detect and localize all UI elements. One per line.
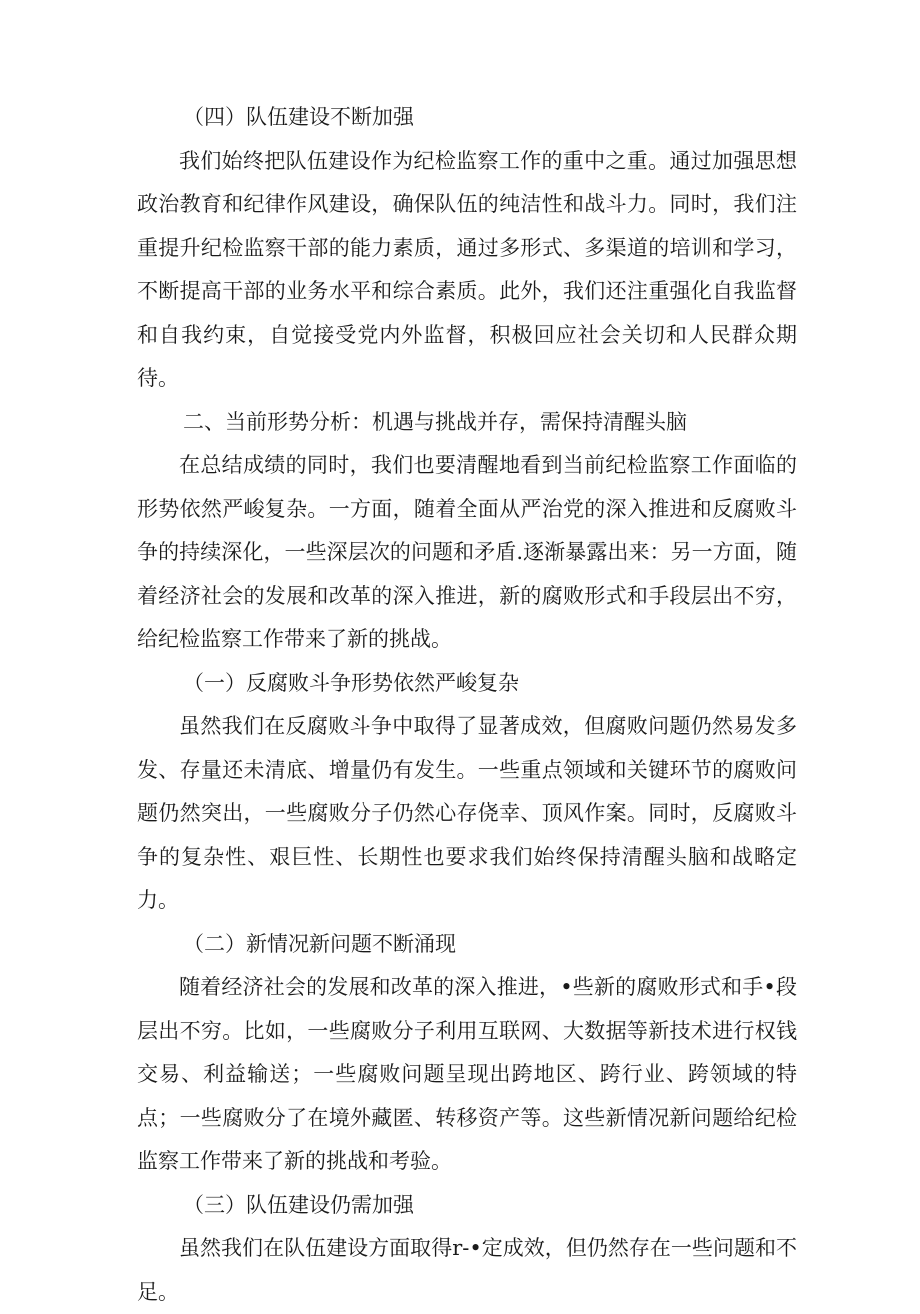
section-heading-new-problems: （二）新情况新问题不断涌现: [183, 931, 456, 956]
paragraph-situation-analysis: 在总结成绩的同时，我们也要清醒地看到当前纪检监察工作面临的形势依然严峻复杂。一方面，随着全面从严治党的深入推进和反腐败斗争的持续深化，一些深层次的问题和矛盾.逐渐暴露出来：另一方面，随着经济社会的发展和改革的深入推进，新的腐败形式和手段层出不穷，给纪检监察工作带来了新的挑战。: [137, 453, 797, 651]
paragraph-team-building-shortcomings: 虽然我们在队伍建设方面取得r-•定成效，但仍然存在一些问题和不足。: [137, 1236, 797, 1304]
section-heading-anti-corruption-severe: （一）反腐败斗争形势依然严峻复杂: [183, 670, 519, 695]
paragraph-anti-corruption: 虽然我们在反腐败斗争中取得了显著成效，但腐败问题仍然易发多发、存量还未清底、增量仍有发生。一些重点领域和关键环节的腐败问题仍然突出，一些腐败分子仍然心存侥幸、顶风作案。同时，反腐败斗争的复杂性、艰巨性、长期性也要求我们始终保持清醒头脑和战略定力。: [137, 714, 797, 912]
section-heading-team-building-strengthened: （四）队伍建设不断加强: [183, 105, 414, 129]
paragraph-team-building: 我们始终把队伍建设作为纪检监察工作的重中之重。通过加强思想政治教育和纪律作风建设，确保队伍的纯洁性和战斗力。同时，我们注重提升纪检监察干部的能力素质，通过多形式、多渠道的培训和学习，不断提高干部的业务水平和综合素质。此外，我们还注重强化自我监督和自我约束，自觉接受党内外监督，积极回应社会关切和人民群众期待。: [137, 148, 797, 390]
section-heading-team-building-needs-strengthening: （三）队伍建设仍需加强: [183, 1192, 414, 1217]
document-body: [137, 96, 797, 1314]
section-heading-situation-analysis: 二、当前形势分析：机遇与挑战并存，需保持清醒头脑: [183, 409, 687, 434]
paragraph-new-problems: 随着经济社会的发展和改革的深入推进，•些新的腐败形式和手•段层出不穷。比如，一些腐败分子利用互联网、大数据等新技术进行权钱交易、利益输送；一些腐败问题呈现出跨地区、跨行业、跨领域的特点；一些腐败分了在境外藏匿、转移资产等。这些新情况新问题给纪检监察工作带来了新的挑战和考验。: [137, 975, 797, 1173]
